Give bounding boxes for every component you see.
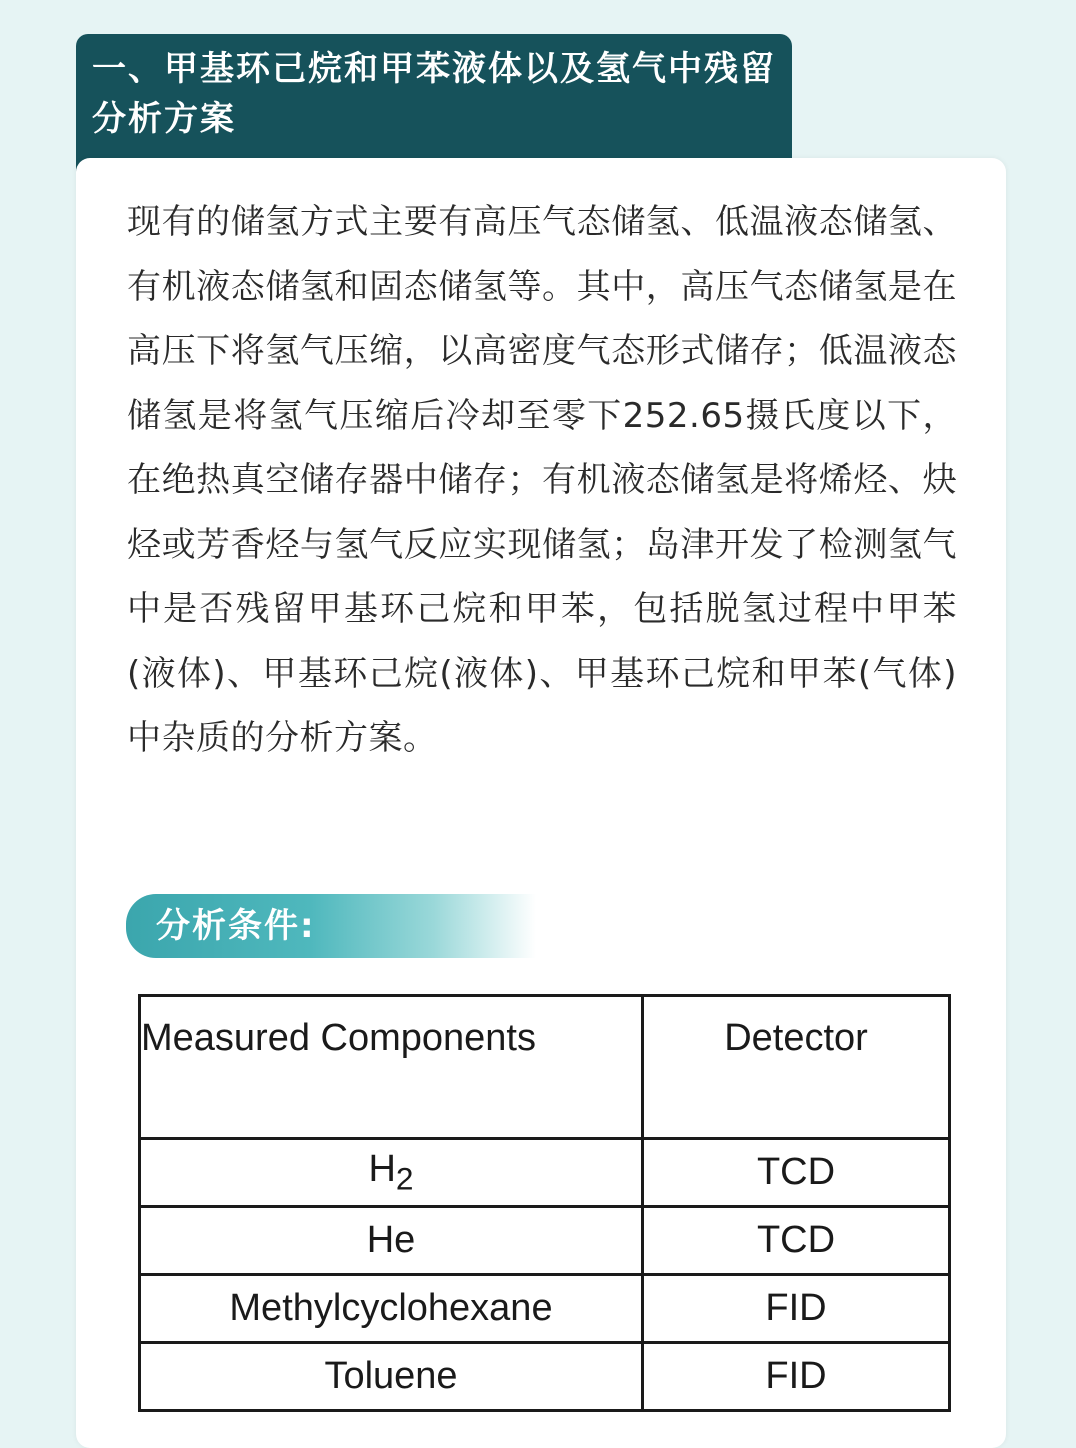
detector-cell: TCD xyxy=(643,1207,950,1275)
table-header-row xyxy=(140,996,950,1139)
component-cell: Methylcyclohexane xyxy=(140,1275,643,1343)
intro-paragraph: 现有的储氢方式主要有高压气态储氢、低温液态储氢、有机液态储氢和固态储氢等。其中，高压气态储氢是在高压下将氢气压缩，以高密度气态形式储存；低温液态储氢是将氢气压缩后冷却至零下252.65摄氏度以下，在绝热真空储存器中储存；有机液态储氢是将烯烃、炔烃或芳香烃与氢气反应实现储氢；岛津开发了检测氢气中是否残留甲基环己烷和甲苯，包括脱氢过程中甲苯(液体)、甲基环己烷(液体)、甲基环己烷和甲苯(气体)中杂质的分析方案。 xyxy=(127,202,957,758)
table-row xyxy=(140,1207,950,1275)
column-header-detector: Detector xyxy=(643,996,950,1139)
page-title: 一、甲基环己烷和甲苯液体以及氢气中残留分析方案 xyxy=(92,49,776,139)
detector-cell: FID xyxy=(643,1343,950,1411)
conditions-table xyxy=(138,994,951,1412)
detector-cell: TCD xyxy=(643,1139,950,1207)
column-header-components: Measured Components xyxy=(140,996,643,1139)
table-row xyxy=(140,1139,950,1207)
table-row xyxy=(140,1275,950,1343)
table-row xyxy=(140,1343,950,1411)
section-heading: 分析条件: xyxy=(156,906,316,946)
component-name: H xyxy=(368,1147,396,1190)
detector-cell: FID xyxy=(643,1275,950,1343)
component-cell: He xyxy=(140,1207,643,1275)
component-cell xyxy=(140,1139,643,1207)
component-cell: Toluene xyxy=(140,1343,643,1411)
component-subscript: 2 xyxy=(395,1160,414,1197)
section-heading-badge xyxy=(126,894,536,958)
